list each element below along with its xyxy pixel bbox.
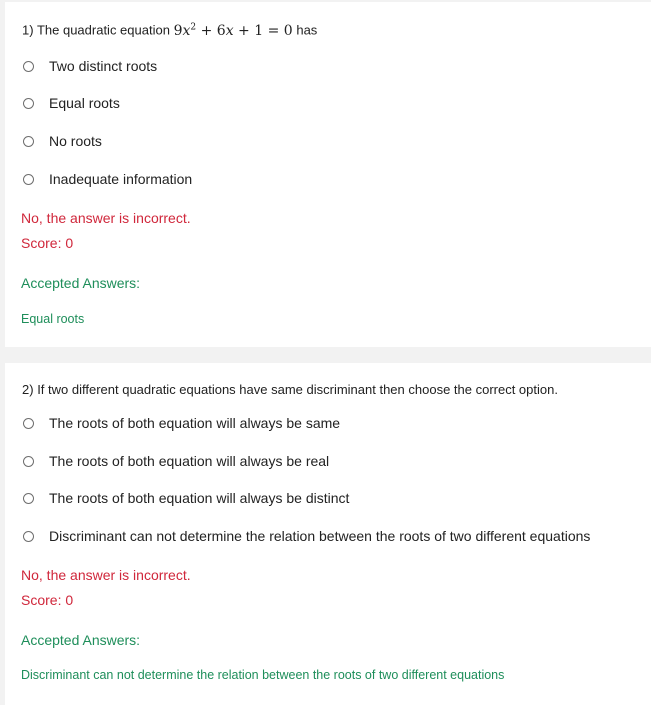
option-label: The roots of both equation will always be real [49, 453, 330, 469]
radio-button-icon[interactable] [23, 136, 34, 147]
result-message: No, the answer is incorrect. [21, 567, 191, 583]
accepted-answer: Equal roots [21, 312, 85, 326]
option-roots-always-real[interactable] [22, 451, 329, 471]
question-card-1 [5, 2, 651, 347]
option-no-roots[interactable] [22, 131, 102, 151]
option-two-distinct-roots[interactable] [22, 56, 157, 76]
radio-button-icon[interactable] [23, 493, 34, 504]
score-text: Score: 0 [21, 235, 74, 251]
option-label: Inadequate information [49, 171, 193, 187]
question-number: 1) [22, 22, 34, 38]
radio-button-icon[interactable] [23, 61, 34, 72]
question-text: The quadratic equation [36, 22, 170, 38]
option-label: Discriminant can not determine the relation between the roots of two different equations [49, 528, 591, 544]
radio-button-icon[interactable] [23, 456, 34, 467]
option-label: Equal roots [49, 95, 120, 111]
radio-button-icon[interactable] [23, 174, 34, 185]
option-label: Two distinct roots [49, 58, 158, 74]
option-roots-always-distinct[interactable] [22, 488, 349, 508]
question-text: If two different quadratic equations have same discriminant then choose the correct option. [37, 382, 558, 397]
accepted-answers-heading: Accepted Answers: [21, 275, 141, 291]
question-card-2 [5, 363, 651, 705]
quadratic-equation: $9x^2 + 6x + 1 = 0$ [173, 22, 293, 39]
radio-button-icon[interactable] [23, 418, 34, 429]
option-equal-roots[interactable] [22, 93, 120, 113]
option-label: The roots of both equation will always be distinct [49, 490, 350, 506]
option-discriminant-cannot-determine[interactable] [22, 526, 590, 546]
option-label: No roots [49, 133, 102, 149]
option-inadequate-information[interactable] [22, 169, 192, 189]
accepted-answers-heading: Accepted Answers: [21, 632, 141, 648]
option-label: The roots of both equation will always be same [49, 415, 341, 431]
accepted-answer: Discriminant can not determine the relation between the roots of two different equations [21, 668, 505, 682]
result-message: No, the answer is incorrect. [21, 210, 191, 226]
radio-button-icon[interactable] [23, 98, 34, 109]
score-text: Score: 0 [21, 592, 74, 608]
radio-button-icon[interactable] [23, 531, 34, 542]
question-1-text [22, 22, 317, 39]
option-roots-always-same[interactable] [22, 413, 340, 433]
question-number: 2) [22, 382, 34, 397]
question-2-text [22, 382, 558, 397]
question-text-suffix: has [296, 22, 318, 38]
